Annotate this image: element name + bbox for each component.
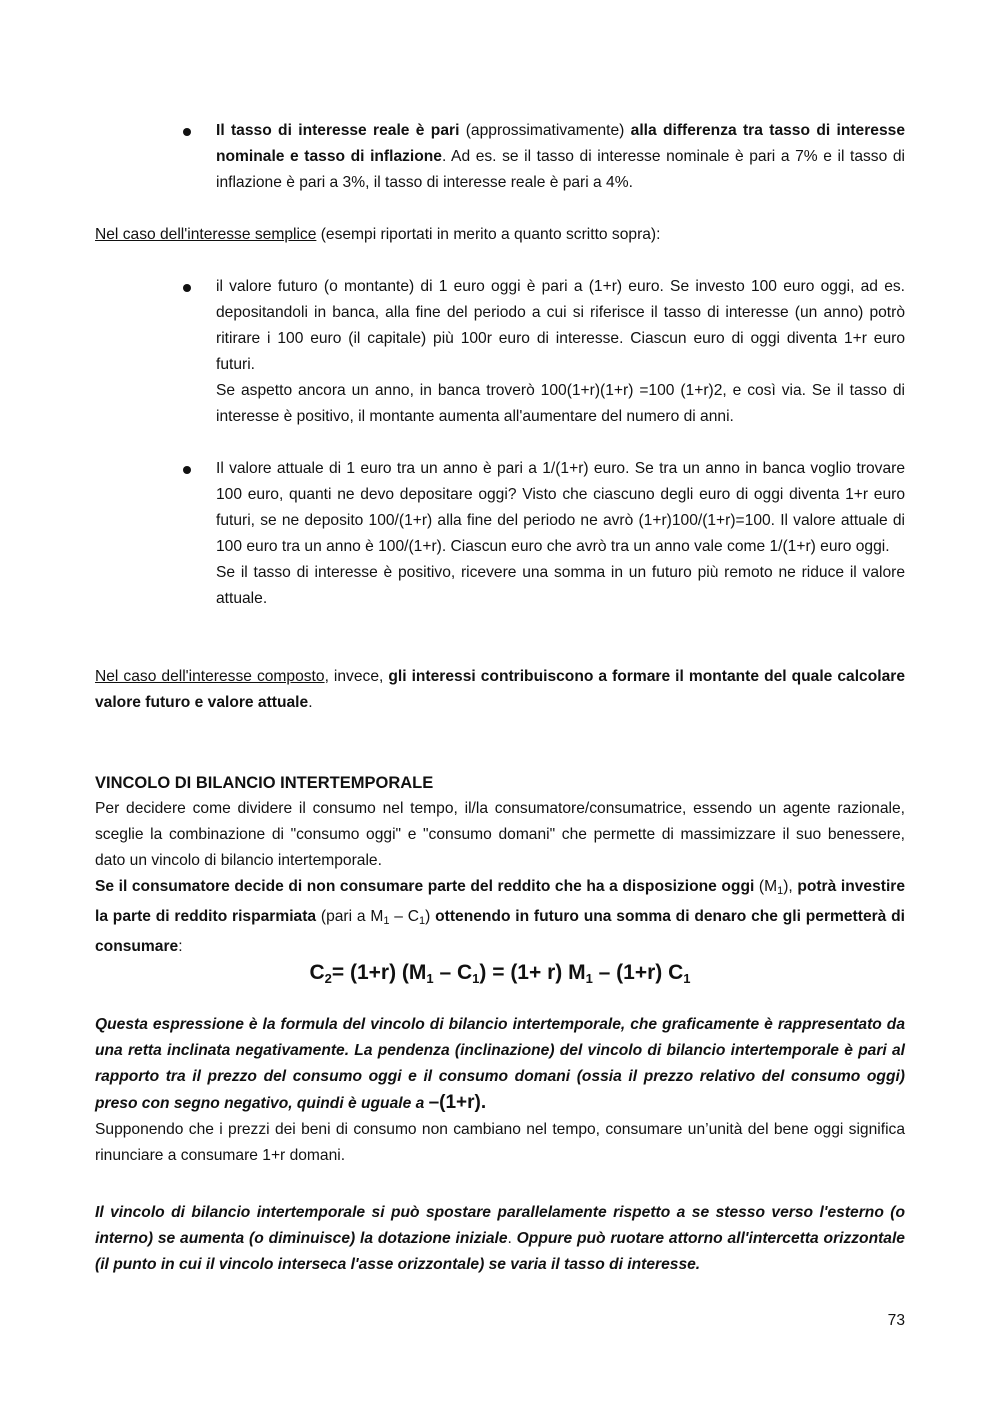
section-heading: VINCOLO DI BILANCIO INTERTEMPORALE: [95, 774, 434, 792]
text: ): [425, 908, 436, 925]
bullet-dot: [183, 466, 191, 474]
italic-text: Il vincolo di bilancio intertemporale si può spostare parallelamente rispetto a se stesso verso l'esterno (o interno) se aumenta (o diminuisce) la dotazione iniziale: [95, 1204, 905, 1247]
slope-value: –(1+r).: [428, 1092, 487, 1113]
text: . Ad es. se il tasso di interesse nominale è pari a 7% e il tasso di inflazione è pari a 3%, il tasso di interesse reale è pari a 4%.: [216, 148, 905, 191]
paragraph: Se aspetto ancora un anno, in banca troverò 100(1+r)(1+r) =100 (1+r)2, e così via. Se il tasso di interesse è positivo, il montante aumenta all'aumentare del numero di anni.: [216, 382, 905, 425]
simple-interest-intro: [95, 222, 905, 248]
text: :: [178, 938, 183, 955]
subscript: 1: [777, 885, 784, 897]
italic-text: Questa espressione è la formula del vincolo di bilancio intertemporale, che graficamente è rappresentato da una retta inclinata negativamente. La pendenza (inclinazione) del vincolo di bilancio intertemporale è pari al rapporto tra il prezzo del consumo oggi e il consumo domani (ossia il prezzo relativo del consumo oggi) preso con segno negativo, quindi è uguale a: [95, 1016, 905, 1112]
formula-part: ) = (1+ r) M: [479, 961, 586, 984]
underlined-text: Nel caso dell'interesse semplice: [95, 226, 317, 243]
slope-explanation: [95, 1012, 905, 1169]
text: (M: [754, 878, 778, 895]
paragraph: il valore futuro (o montante) di 1 euro oggi è pari a (1+r) euro. Se investo 100 euro oggi, ad es. depositandoli in banca, alla fine del periodo a cui si riferisce il tasso di interesse (un anno) potrò ritirare i 100 euro (il capitale) più 100r euro di interesse. Ciascun euro di oggi diventa 1+r euro futuri.: [216, 278, 905, 373]
text: .: [507, 1230, 517, 1247]
paragraph: Supponendo che i prezzi dei beni di consumo non cambiano nel tempo, consumare un’unità del bene oggi significa rinunciare a consumare 1+r domani.: [95, 1121, 905, 1164]
formula-part: – C: [433, 961, 473, 984]
subscript: 1: [419, 915, 426, 927]
text: .: [308, 694, 313, 711]
text: – C: [389, 908, 419, 925]
bullet-real-interest: [216, 118, 905, 196]
bold-text: ottenendo in futuro una somma di denaro che gli permetterà di consumare: [95, 908, 906, 955]
constraint-shift: [95, 1200, 905, 1278]
bullet-future-value: [216, 274, 905, 430]
bold-text: gli interessi contribuiscono a formare il montante del quale calcolare valore futuro e valore attuale: [95, 668, 906, 711]
paragraph: Se il tasso di interesse è positivo, ricevere una somma in un futuro più remoto ne riduce il valore attuale.: [216, 564, 905, 607]
bold-text: Il tasso di interesse reale è pari: [216, 122, 460, 139]
subscript: 1: [383, 915, 390, 927]
paragraph: [95, 1012, 905, 1117]
compound-interest: [95, 664, 905, 716]
text: , invece,: [324, 668, 389, 685]
paragraph: [216, 118, 905, 196]
budget-constraint-formula: [0, 958, 1000, 994]
text: ),: [783, 878, 798, 895]
paragraph: [95, 1200, 905, 1278]
subscript: 1: [472, 971, 480, 986]
formula-part: = (1+r) (M: [331, 961, 427, 984]
bold-text: potrà investire la parte di reddito risparmiata: [95, 878, 906, 925]
subscript: 2: [324, 971, 332, 986]
paragraph: [95, 874, 905, 960]
underlined-text: Nel caso dell'interesse composto: [95, 668, 325, 685]
formula-part: C: [309, 961, 325, 984]
bullet-dot: [183, 128, 191, 136]
bold-text: Se il consumatore decide di non consumare parte del reddito che ha a disposizione oggi: [95, 878, 755, 895]
bullet-present-value: [216, 456, 905, 612]
page-number: 73: [887, 1312, 905, 1329]
paragraph: Per decidere come dividere il consumo nel tempo, il/la consumatore/consumatrice, essendo un agente razionale, sceglie la combinazione di "consumo oggi" e "consumo domani" che permette di massimizzare il suo benessere, dato un vincolo di bilancio intertemporale.: [95, 800, 905, 869]
subscript: 1: [426, 971, 434, 986]
paragraph: Il valore attuale di 1 euro tra un anno è pari a 1/(1+r) euro. Se tra un anno in banca voglio trovare 100 euro, quanti ne devo depositare oggi? Visto che ciascuno degli euro di oggi diventa 1+r euro futuri, se ne deposito 100/(1+r) alla fine del periodo ne avrò (1+r)100/(1+r)=100. Il valore attuale di 100 euro tra un anno è 100/(1+r). Ciascun euro che avrò tra un anno vale come 1/(1+r) euro oggi.: [216, 460, 905, 555]
text: (pari a M: [316, 908, 384, 925]
text: (approssimativamente): [459, 122, 631, 139]
bold-text: alla differenza tra tasso di interesse nominale e tasso di inflazione: [216, 122, 905, 165]
text: (esempi riportati in merito a quanto scritto sopra):: [316, 226, 661, 243]
paragraph: [95, 664, 905, 716]
subscript: 1: [585, 971, 593, 986]
section-intertemporal: [95, 770, 905, 960]
paragraph: [95, 222, 905, 248]
subscript: 1: [683, 971, 691, 986]
italic-text: Oppure può ruotare attorno all'intercetta orizzontale (il punto in cui il vincolo interseca l'asse orizzontale) se varia il tasso di interesse.: [95, 1230, 905, 1273]
bullet-dot: [183, 284, 191, 292]
formula-part: – (1+r) C: [592, 961, 684, 984]
